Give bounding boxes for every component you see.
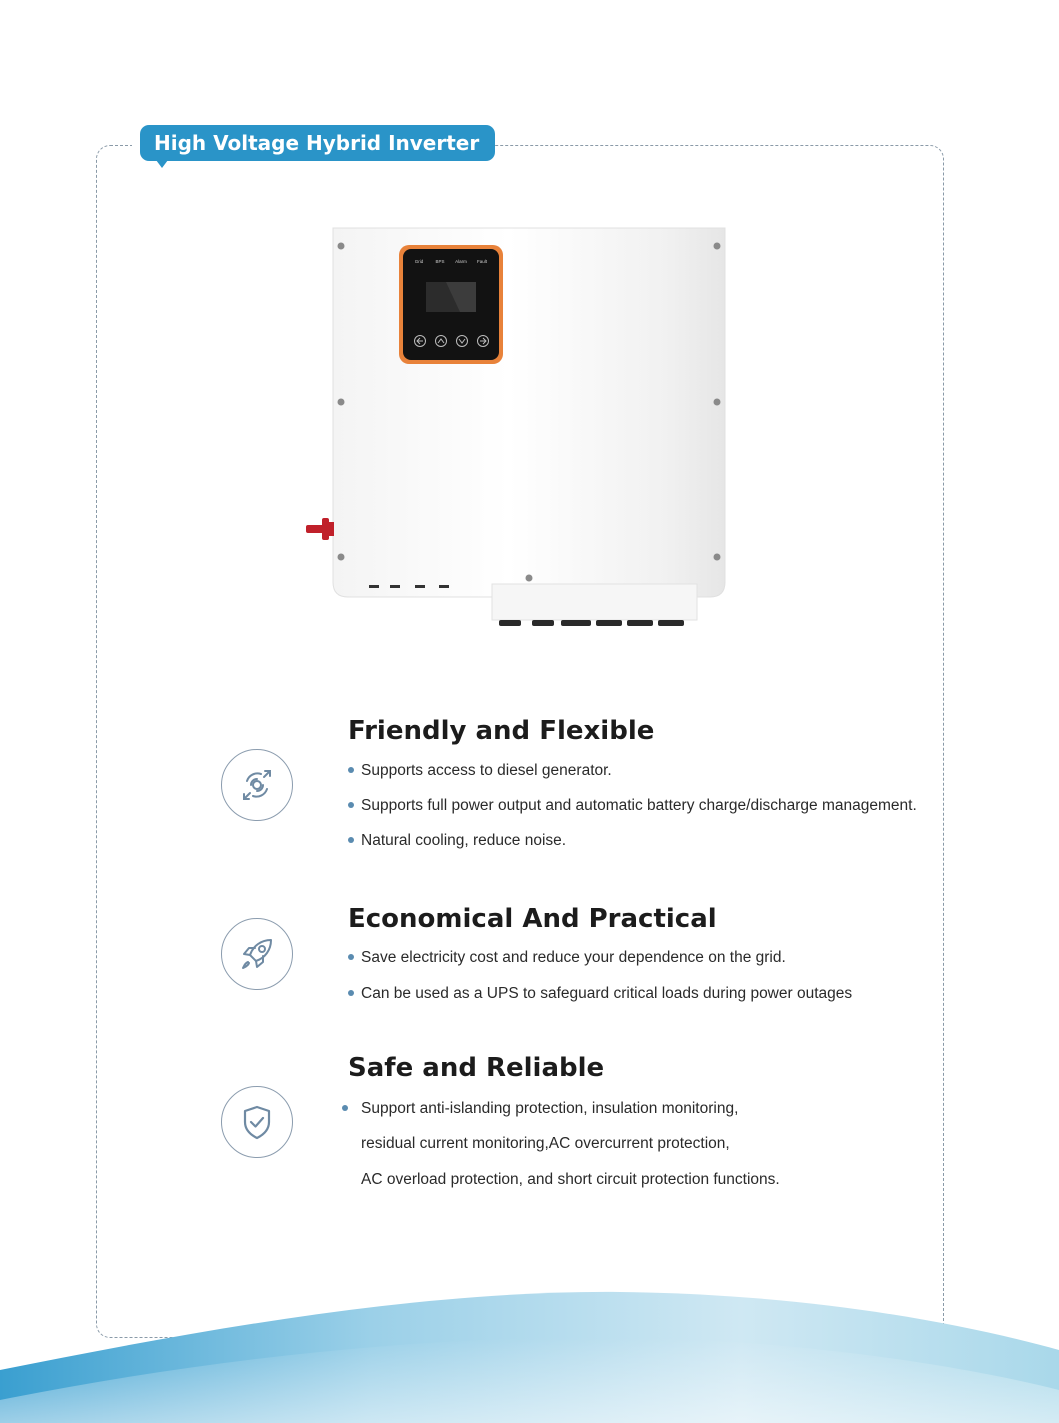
title-pointer [156,160,168,168]
feature-2-bullet-1 [348,949,786,967]
indicator-grid: Grid [414,259,424,264]
page-title-text: High Voltage Hybrid Inverter [154,131,480,155]
bullet-text: Can be used as a UPS to safeguard critical loads during power outages [361,985,853,1002]
feature-1-bullet-3 [348,832,566,850]
bullet-text: Supports access to diesel generator. [361,762,612,779]
bullet-dot [348,990,354,996]
bullet-text: Supports full power output and automatic battery charge/discharge management. [361,797,917,814]
bullet-text: Save electricity cost and reduce your dependence on the grid. [361,949,786,966]
indicator-bps: BPS [435,259,445,264]
indicator-fault: Fault [476,259,488,264]
indicator-alarm: Alarm [455,259,467,264]
feature-icon-circle [221,749,293,821]
shield-check-icon [237,1102,277,1142]
feature-icon-circle [221,918,293,990]
feature-3-bullet-1 [342,1100,738,1118]
bullet-dot [348,837,354,843]
inverter-image [300,222,740,642]
feature-title-safe: Safe and Reliable [348,1053,605,1083]
bullet-dot [342,1105,348,1111]
bullet-dot [348,954,354,960]
bullet-text: Natural cooling, reduce noise. [361,832,567,849]
feature-title-economical: Economical And Practical [348,904,717,934]
bullet-dot [348,767,354,773]
decorative-wave [0,1270,1059,1423]
feature-2-bullet-2 [348,985,852,1003]
feature-1-bullet-1 [348,762,612,780]
rocket-icon [237,934,277,974]
feature-1-bullet-2 [348,797,917,815]
bullet-text: Support anti-islanding protection, insulation monitoring, [361,1100,739,1117]
feature-title-friendly: Friendly and Flexible [348,716,655,746]
refresh-sync-icon [237,765,277,805]
feature-3-bullet-1-line-2: residual current monitoring,AC overcurrent protection, [361,1135,730,1152]
feature-icon-circle [221,1086,293,1158]
feature-3-bullet-1-line-3: AC overload protection, and short circuit protection functions. [361,1171,780,1188]
bullet-dot [348,802,354,808]
page-title [140,125,495,161]
